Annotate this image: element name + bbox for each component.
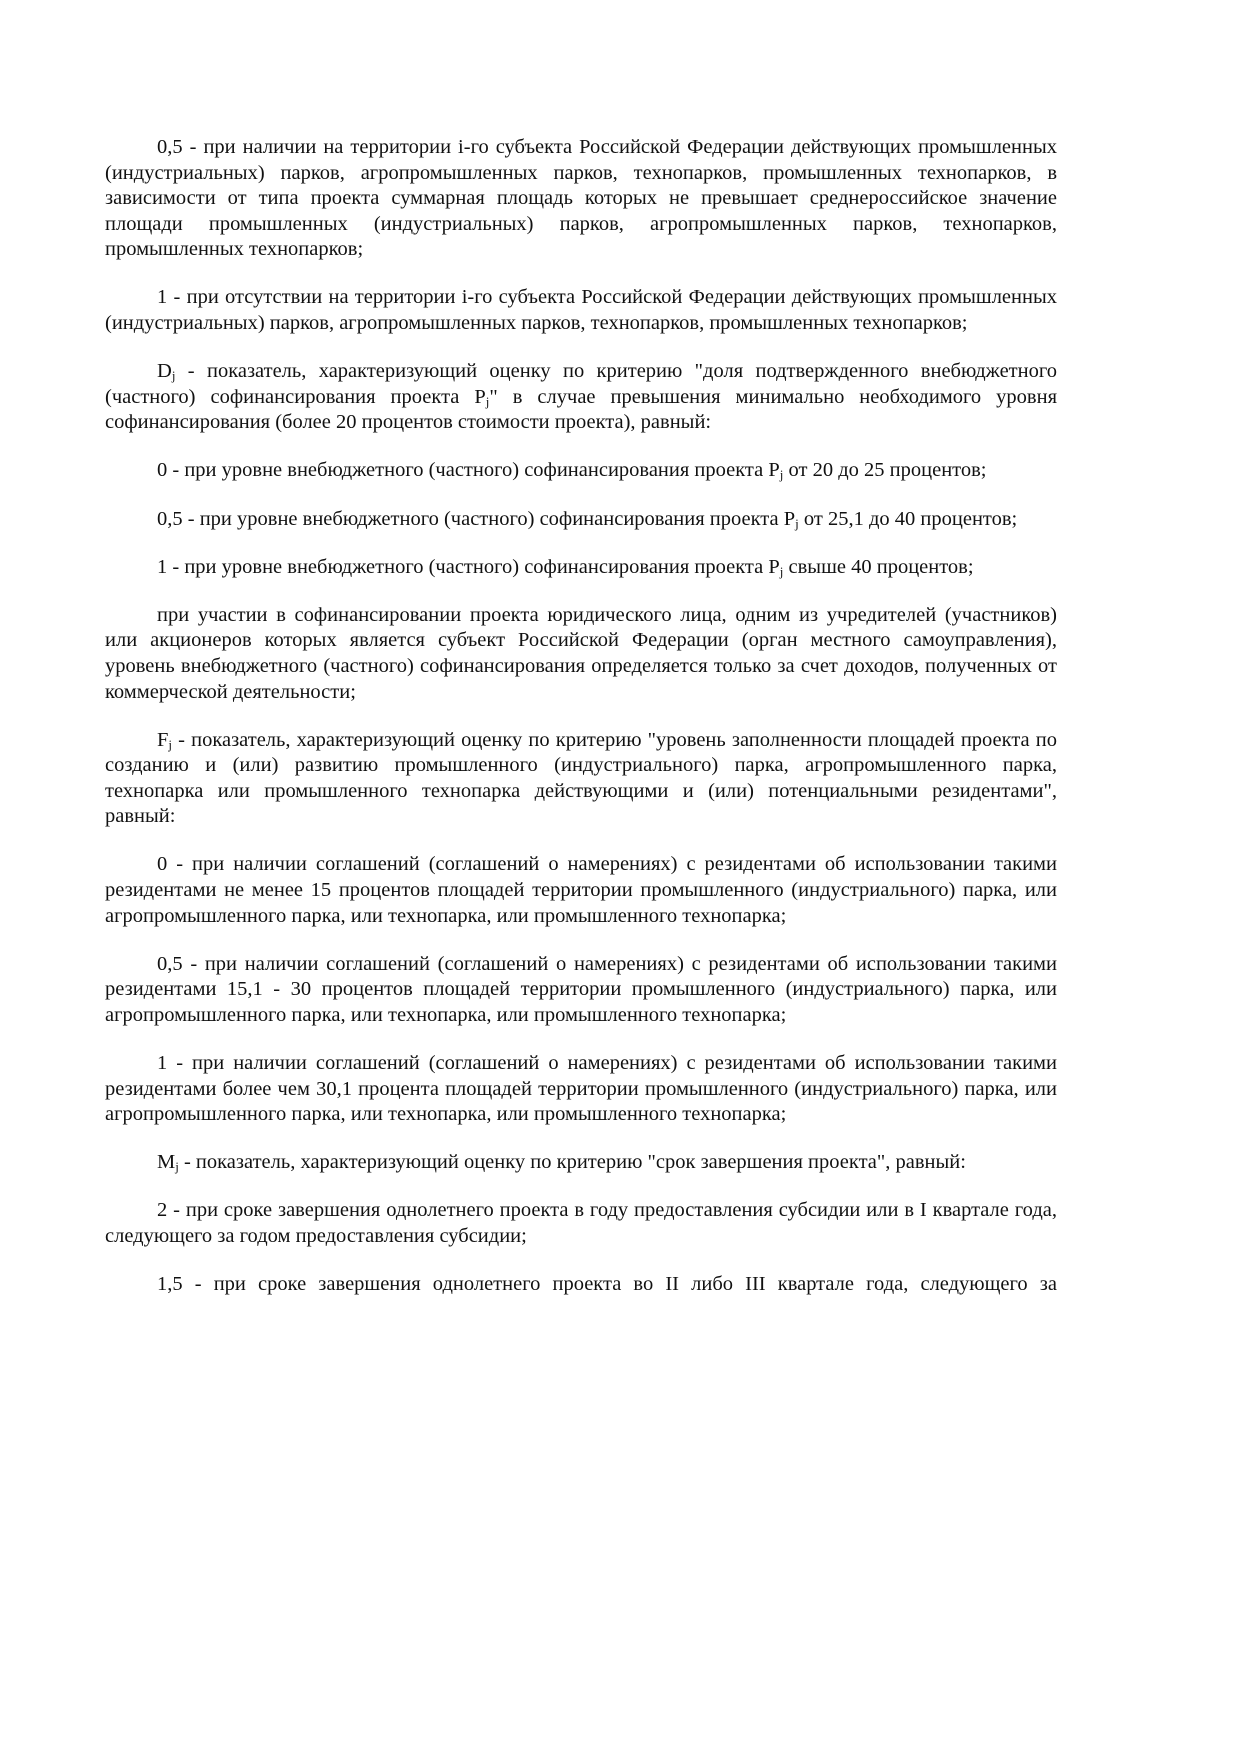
subscript: j [779,563,784,579]
text-run: 0,5 - при уровне внебюджетного (частного) софинансирования проекта P [157,507,796,530]
text-run: 0,5 - при наличии на территории i-го субъекта Российской Федерации действующих промышленных (индустриальных) парков, агропромышленных парков, технопарков, промышленных технопарков, в зависимости от типа проекта суммарная площадь которых не превышает среднероссийское значение площади промышленных (индустриальных) парков, агропромышленных парков, технопарков, промышленных технопарков; [105,136,1057,261]
text-run: 1,5 - при сроке завершения однолетнего проекта во II либо III квартале года, следующего за [157,1273,1057,1296]
paragraph [105,1150,1057,1176]
subscript: j [485,393,490,409]
paragraph [105,952,1057,1029]
text-run: " в случае превышения минимально необходимого уровня софинансирования (более 20 процентов стоимости проекта), равный: [105,385,1057,434]
text-run: F [157,728,169,751]
paragraph [105,458,1057,484]
paragraph [105,507,1057,533]
text-run: 1 - при наличии соглашений (соглашений о намерениях) с резидентами об использовании такими резидентами более чем 30,1 процента площадей территории промышленного (индустриального) парка, или агропромышленного парка, или технопарка, или промышленного технопарка; [105,1052,1057,1126]
subscript: j [175,1159,179,1175]
text-run: свыше 40 процентов; [783,555,974,578]
paragraph [105,1051,1057,1128]
text-run: при участии в софинансировании проекта юридического лица, одним из учредителей (участников) или акционеров которых является субъект Российской Федерации (орган местного самоуправления), уровень внебюджетного (частного) софинансирования определяется только за счет доходов, полученных от коммерческой деятельности; [105,603,1057,703]
subscript: j [795,515,799,531]
text-run: - показатель, характеризующий оценку по критерию "уровень заполненности площадей проекта по созданию и (или) развитию промышленного (индустриального) парка, агропромышленного парка, технопарка или промышленного технопарка действующими и (или) потенциальными резидентами", равный: [105,728,1057,828]
document-page [105,135,1057,1320]
text-run: от 25,1 до 40 процентов; [798,507,1018,530]
paragraph [105,135,1057,263]
text-run: - показатель, характеризующий оценку по критерию "доля подтвержденного внебюджетного (частного) софинансирования проекта P [105,360,1057,408]
subscript: j [171,368,176,384]
text-run: 0,5 - при наличии соглашений (соглашений о намерениях) с резидентами об использовании такими резидентами 15,1 - 30 процентов площадей территории промышленного (индустриального) парка, или агропромышленного парка, или технопарка, или промышленного технопарка; [105,952,1057,1026]
paragraph [105,728,1057,830]
text-run: - показатель, характеризующий оценку по критерию "срок завершения проекта", равный: [178,1151,966,1174]
text-run: от 20 до 25 процентов; [783,459,987,482]
text-run: 0 - при уровне внебюджетного (частного) софинансирования проекта P [157,459,780,482]
paragraph [105,852,1057,929]
subscript: j [779,467,784,483]
text-run: 2 - при сроке завершения однолетнего проекта в году предоставления субсидии или в I квартале года, следующего за годом предоставления субсидии; [105,1199,1057,1247]
text-run: 1 - при отсутствии на территории i-го субъекта Российской Федерации действующих промышленных (индустриальных) парков, агропромышленных парков, технопарков, промышленных технопарков; [105,286,1057,335]
text-run: 0 - при наличии соглашений (соглашений о намерениях) с резидентами об использовании такими резидентами не менее 15 процентов площадей территории промышленного (индустриального) парка, или агропромышленного парка, или технопарка, или промышленного технопарка; [105,853,1057,927]
paragraph [105,603,1057,705]
paragraph [105,1198,1057,1249]
text-run: M [157,1151,176,1174]
paragraph [105,1272,1057,1298]
paragraph [105,555,1057,581]
subscript: j [168,736,173,752]
text-run: D [157,360,172,383]
paragraph [105,285,1057,336]
text-run: 1 - при уровне внебюджетного (частного) софинансирования проекта P [157,555,780,578]
paragraph [105,359,1057,436]
